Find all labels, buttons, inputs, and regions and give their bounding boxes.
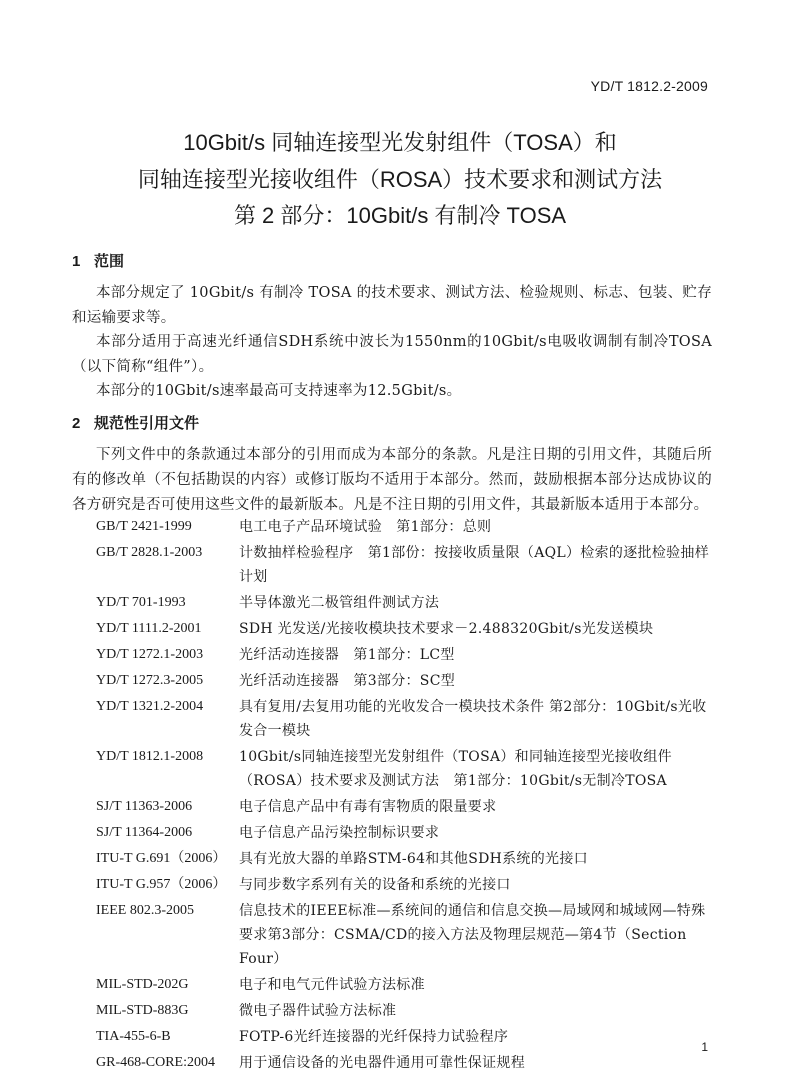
reference-item: [96, 669, 716, 693]
reference-code: MIL-STD-202G: [96, 977, 189, 992]
reference-title: 电子信息产品污染控制标识要求: [239, 825, 440, 841]
reference-code: YD/T 1272.1-2003: [96, 647, 204, 662]
reference-code: GB/T 2828.1-2003: [96, 545, 203, 560]
page-number: 1: [701, 1040, 708, 1054]
reference-title: 用于通信设备的光电器件通用可靠性保证规程: [239, 1055, 525, 1071]
reference-item: [96, 643, 716, 667]
section-1-title: 范围: [94, 252, 125, 270]
reference-item: [96, 1025, 716, 1049]
reference-title: 电工电子产品环境试验 第1部分：总则: [239, 519, 492, 535]
reference-code: TIA-455-6-B: [96, 1029, 171, 1044]
reference-code: GR-468-CORE:2004: [96, 1055, 215, 1070]
reference-title: 具有复用/去复用功能的光收发合一模块技术条件 第2部分：10Gbit/s光收发合一模块: [239, 699, 707, 739]
reference-title: 光纤活动连接器 第1部分：LC型: [239, 647, 455, 663]
title-line-3: 第 2 部分：10Gbit/s 有制冷 TOSA: [233, 203, 567, 228]
reference-code: YD/T 1111.2-2001: [96, 621, 202, 636]
reference-code: ITU-T G.957（2006）: [96, 877, 227, 892]
reference-item: [96, 591, 716, 615]
section-1-paragraph: 本部分的10Gbit/s速率最高可支持速率为12.5Gbit/s。: [96, 383, 462, 399]
reference-item: [96, 973, 716, 997]
section-1-paragraph: 本部分适用于高速光纤通信SDH系统中波长为1550nm的10Gbit/s电吸收调制有制冷TOSA（以下简称“组件”）。: [72, 334, 712, 375]
reference-item: [96, 847, 716, 871]
reference-title: 微电子器件试验方法标准: [239, 1003, 397, 1019]
reference-code: YD/T 1812.1-2008: [96, 749, 204, 764]
reference-list: [96, 515, 716, 1077]
section-2-title: 规范性引用文件: [94, 414, 200, 432]
reference-code: GB/T 2421-1999: [96, 519, 192, 534]
reference-title: 与同步数字系列有关的设备和系统的光接口: [239, 877, 511, 893]
section-1-paragraph: 本部分规定了 10Gbit/s 有制冷 TOSA 的技术要求、测试方法、检验规则、标志、包装、贮存和运输要求等。: [72, 285, 712, 326]
reference-code: IEEE 802.3-2005: [96, 903, 194, 918]
reference-item: [96, 541, 716, 589]
title-line-1: 10Gbit/s 同轴连接型光发射组件（TOSA）和: [183, 130, 617, 155]
reference-title: FOTP-6光纤连接器的光纤保持力试验程序: [239, 1029, 509, 1045]
reference-code: YD/T 701-1993: [96, 595, 186, 610]
reference-code: YD/T 1321.2-2004: [96, 699, 204, 714]
section-2-heading: [72, 412, 199, 433]
reference-title: 信息技术的IEEE标准—系统间的通信和信息交换—局域网和城域网—特殊要求第3部分：CSMA/CD的接入方法及物理层规范—第4节（Section Four）: [239, 903, 706, 967]
reference-item: [96, 617, 716, 641]
reference-title: 10Gbit/s同轴连接型光发射组件（TOSA）和同轴连接型光接收组件（ROSA）技术要求及测试方法 第1部分：10Gbit/s无制冷TOSA: [239, 749, 672, 789]
reference-title: 具有光放大器的单路STM-64和其他SDH系统的光接口: [239, 851, 588, 867]
reference-code: SJ/T 11364-2006: [96, 825, 193, 840]
reference-title: 电子信息产品中有毒有害物质的限量要求: [239, 799, 497, 815]
standard-code: YD/T 1812.2-2009: [590, 78, 708, 94]
title-line-2: 同轴连接型光接收组件（ROSA）技术要求和测试方法: [137, 167, 663, 192]
reference-item: [96, 745, 716, 793]
reference-item: [96, 821, 716, 845]
reference-item: [96, 695, 716, 743]
reference-code: ITU-T G.691（2006）: [96, 851, 227, 866]
reference-item: [96, 795, 716, 819]
reference-title: SDH 光发送/光接收模块技术要求－2.488320Gbit/s光发送模块: [239, 621, 654, 637]
section-1-heading: [72, 250, 124, 271]
section-2-number: 2: [72, 415, 81, 432]
reference-code: MIL-STD-883G: [96, 1003, 189, 1018]
reference-item: [96, 999, 716, 1023]
section-2-intro: 下列文件中的条款通过本部分的引用而成为本部分的条款。凡是注日期的引用文件，其随后所有的修改单（不包括勘误的内容）或修订版均不适用于本部分。然而，鼓励根据本部分达成协议的各方研究是否可使用这些文件的最新版本。凡是不注日期的引用文件，其最新版本适用于本部分。: [72, 447, 712, 513]
reference-item: [96, 899, 716, 971]
reference-item: [96, 1051, 716, 1075]
reference-code: YD/T 1272.3-2005: [96, 673, 204, 688]
reference-item: [96, 873, 716, 897]
section-1-number: 1: [72, 253, 81, 270]
reference-title: 电子和电气元件试验方法标准: [239, 977, 425, 993]
reference-title: 光纤活动连接器 第3部分：SC型: [239, 673, 456, 689]
reference-item: [96, 515, 716, 539]
reference-title: 半导体激光二极管组件测试方法: [239, 595, 440, 611]
reference-title: 计数抽样检验程序 第1部份：按接收质量限（AQL）检索的逐批检验抽样计划: [239, 545, 709, 585]
reference-code: SJ/T 11363-2006: [96, 799, 193, 814]
